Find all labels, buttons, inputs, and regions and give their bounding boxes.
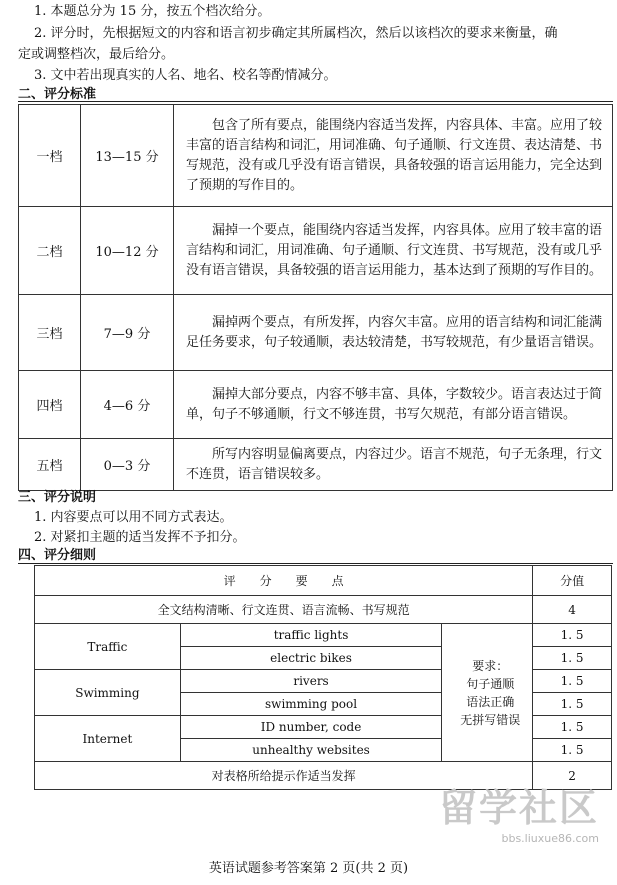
- watermark-logo: [439, 777, 599, 845]
- requirement-line: 要求：: [472, 658, 509, 673]
- topic-swimming: Swimming: [35, 670, 181, 716]
- requirement-line: 无拼写错误: [460, 712, 521, 727]
- grade-score: 0—3 分: [81, 439, 174, 491]
- watermark-url: bbs.liuxue86.com: [501, 832, 599, 845]
- point-score: 1. 5: [533, 739, 612, 762]
- scoring-detail-table: [34, 565, 612, 790]
- grade-description: 漏掉两个要点，有所发挥，内容欠丰富。应用的语言结构和词汇能满足任务要求，句子较通顺，表达较清楚，书写较规范，有少量语言错误。: [186, 314, 603, 350]
- grade-row: [19, 371, 613, 439]
- point-score: 1. 5: [533, 693, 612, 716]
- grade-description: 漏掉一个要点，能围绕内容适当发挥，内容具体。应用了较丰富的语言结构和词汇，用词准确、句子通顺、行文连贯、书写规范，没有或几乎没有语言错误，具备较强的语言运用能力，基本达到了预期的写作目的。: [186, 222, 603, 278]
- point-score: 1. 5: [533, 647, 612, 670]
- grade-level: 一档: [19, 105, 81, 207]
- grade-row: [19, 439, 613, 491]
- overall-point: 全文结构清晰、行文连贯、语言流畅、书写规范: [35, 596, 533, 624]
- grade-score: 13—15 分: [81, 105, 174, 207]
- requirement-note: [442, 624, 533, 762]
- grade-level: 二档: [19, 207, 81, 295]
- topic-internet: Internet: [35, 716, 181, 762]
- grade-level: 四档: [19, 371, 81, 439]
- point-item: unhealthy websites: [180, 739, 442, 762]
- overall-score: 4: [533, 596, 612, 624]
- section2-title: 二、评分标准: [18, 87, 97, 102]
- section4-rule: [18, 563, 613, 564]
- header-score: 分值: [533, 566, 612, 596]
- point-item: electric bikes: [180, 647, 442, 670]
- grade-level: 三档: [19, 295, 81, 371]
- grade-description: 包含了所有要点，能围绕内容适当发挥，内容具体、丰富。应用了较丰富的语言结构和词汇，用词准确、句子通顺、行文连贯、表达清楚、书写规范，没有或几乎没有语言错误，具备较强的语言运用能力，完全达到了预期的写作目的。: [186, 117, 603, 193]
- point-item: swimming pool: [180, 693, 442, 716]
- note-2: 2. 评分时，先根据短文的内容和语言初步确定其所属档次，然后以该档次的要求来衡量，确: [34, 26, 558, 41]
- grade-score: 10—12 分: [81, 207, 174, 295]
- page-footer: 英语试题参考答案第 2 页(共 2 页): [208, 861, 409, 876]
- section3-item-2: 2. 对紧扣主题的适当发挥不予扣分。: [34, 530, 246, 545]
- grade-row: [19, 105, 613, 207]
- section3-item-1: 1. 内容要点可以用不同方式表达。: [34, 510, 233, 525]
- point-score: 1. 5: [533, 670, 612, 693]
- grade-description: 漏掉大部分要点，内容不够丰富、具体，字数较少。语言表达过于简单，句子不够通顺，行文不够连贯，书写欠规范，有部分语言错误。: [186, 386, 603, 422]
- point-score: 1. 5: [533, 624, 612, 647]
- grade-level: 五档: [19, 439, 81, 491]
- requirement-line: 句子通顺: [466, 676, 515, 691]
- final-score: 2: [533, 762, 612, 790]
- grade-row: [19, 207, 613, 295]
- grade-row: [19, 295, 613, 371]
- grade-score: 7—9 分: [81, 295, 174, 371]
- note-1: 1. 本题总分为 15 分，按五个档次给分。: [34, 4, 271, 19]
- final-point: 对表格所给提示作适当发挥: [35, 762, 533, 790]
- grade-description: 所写内容明显偏离要点，内容过少。语言不规范，句子无条理，行文不连贯，语言错误较多。: [186, 446, 603, 482]
- note-3: 3. 文中若出现真实的人名、地名、校名等酌情减分。: [34, 68, 337, 83]
- grade-score: 4—6 分: [81, 371, 174, 439]
- point-item: rivers: [180, 670, 442, 693]
- watermark-text: 留学社区: [438, 786, 599, 830]
- header-points: 评 分 要 点: [35, 566, 533, 596]
- point-item: traffic lights: [180, 624, 442, 647]
- point-score: 1. 5: [533, 716, 612, 739]
- point-item: ID number, code: [180, 716, 442, 739]
- section4-title: 四、评分细则: [18, 548, 97, 563]
- topic-traffic: Traffic: [35, 624, 181, 670]
- grading-standard-table: [18, 104, 613, 491]
- note-2-cont: 定或调整档次，最后给分。: [18, 47, 175, 62]
- section2-rule: [18, 101, 613, 102]
- requirement-line: 语法正确: [466, 694, 515, 709]
- section3-title: 三、评分说明: [18, 490, 97, 505]
